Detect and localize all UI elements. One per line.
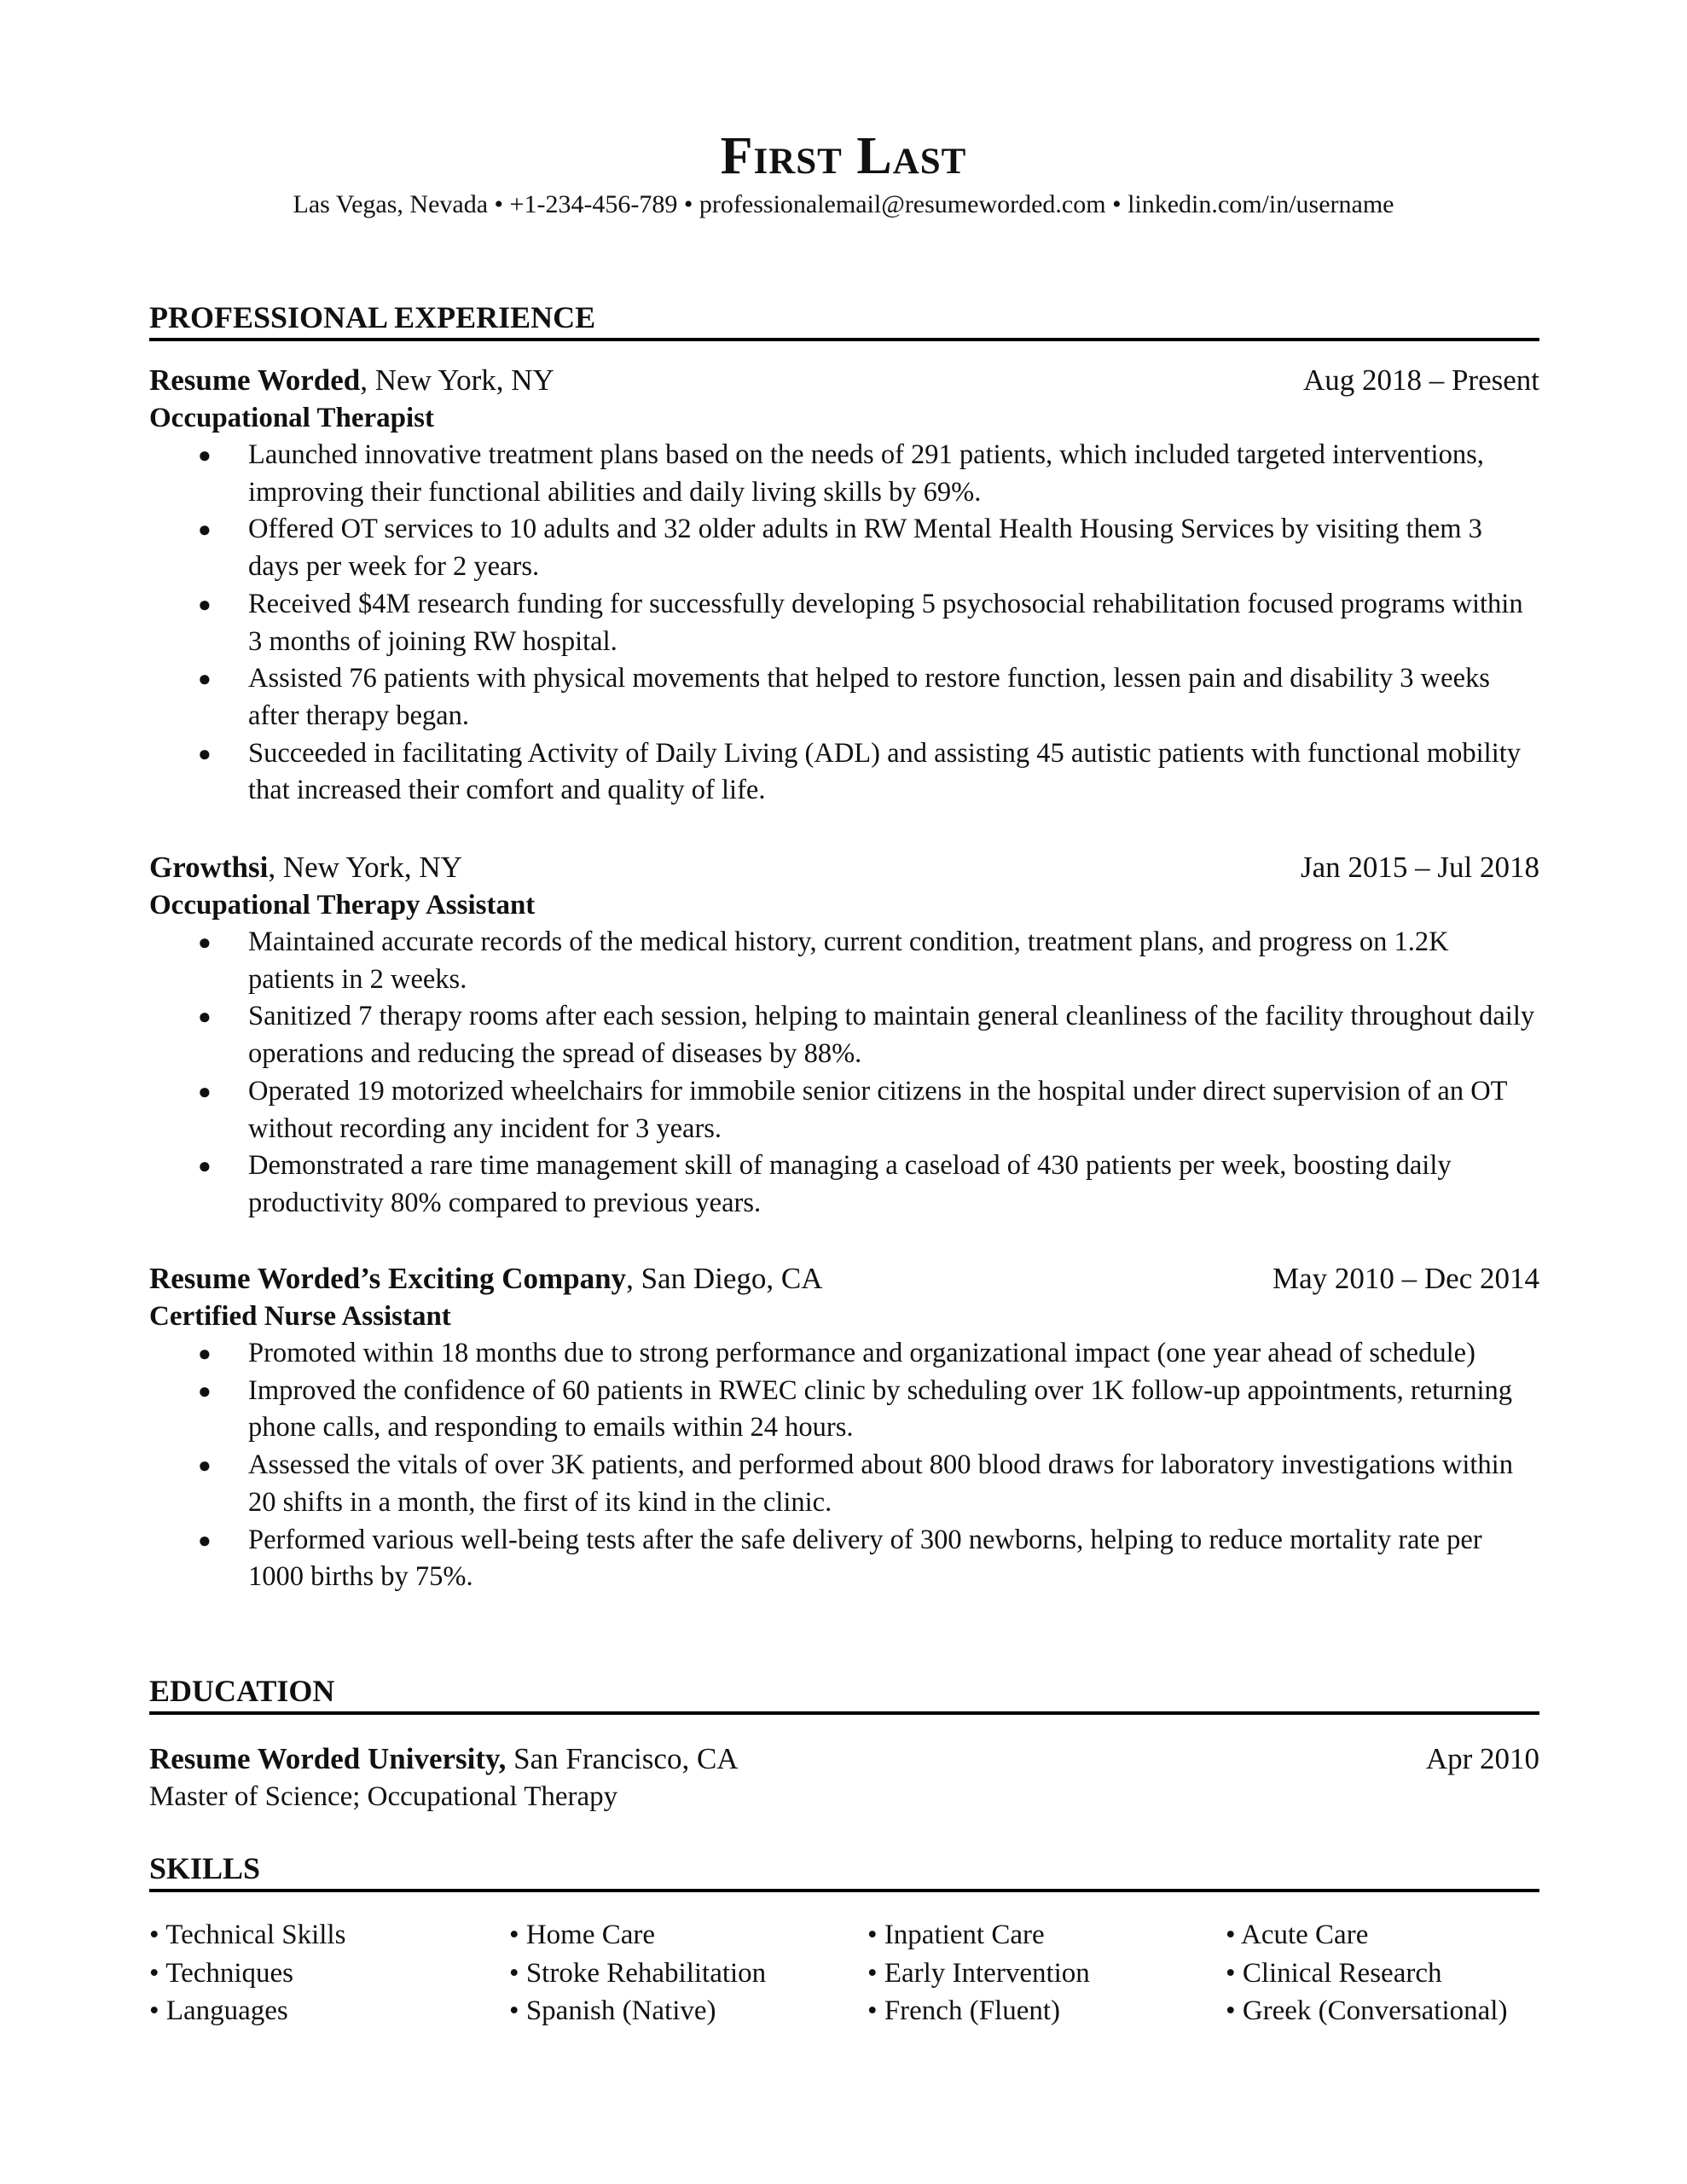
job-header (149, 1260, 1539, 1298)
skill-label: French (Fluent) (884, 1995, 1061, 2026)
job-entry (149, 1260, 1539, 1596)
degree: Master of Science; Occupational Therapy (149, 1781, 618, 1812)
bullet-text: Sanitized 7 therapy rooms after each session, helping to maintain general cleanliness of the facility throughout daily operations and reducing the spread of diseases by 88%. (248, 1001, 1535, 1070)
skill-item (509, 1955, 867, 1993)
company-location: , New York, NY (268, 851, 462, 884)
bullet-icon: ● (198, 1453, 212, 1478)
job-dates: May 2010 – Dec 2014 (1272, 1262, 1539, 1295)
list-item (149, 1335, 1539, 1373)
bullet-icon: • (1226, 1920, 1236, 1950)
bullet-text: Assessed the vitals of over 3K patients, and performed about 800 blood draws for laboratory investigations within 20 shifts in a month, the first of its kind in the clinic. (248, 1449, 1513, 1518)
bullet-text: Performed various well-being tests after the safe delivery of 300 newborns, helping to reduce mortality rate per 1000 births by 75%. (248, 1524, 1482, 1593)
bullet-icon: • (867, 1957, 878, 1989)
job-entry (149, 849, 1539, 1223)
bullet-text: Offered OT services to 10 adults and 32 older adults in RW Mental Health Housing Services by visiting them 3 days per week for 2 years. (248, 514, 1482, 583)
section-heading: EDUCATION (149, 1672, 1539, 1715)
list-item (149, 1447, 1539, 1521)
skill-label: Acute Care (1241, 1920, 1369, 1950)
bullet-text: Assisted 76 patients with physical movements that helped to restore function, lessen pain and disability 3 weeks after therapy began. (248, 663, 1490, 731)
skill-item (149, 1955, 509, 1993)
company-location: , New York, NY (360, 363, 554, 397)
section-heading: PROFESSIONAL EXPERIENCE (149, 299, 1539, 341)
list-item (149, 586, 1539, 660)
bullet-icon: ● (198, 1378, 212, 1403)
skill-item (867, 1955, 1226, 1993)
skills-section (149, 1850, 1539, 2030)
bullet-icon: • (149, 1957, 159, 1989)
skill-item (149, 1992, 509, 2030)
bullet-text: Promoted within 18 months due to strong performance and organizational impact (one year ahead of schedule) (248, 1338, 1475, 1368)
skill-label: Technical Skills (165, 1920, 346, 1950)
bullet-icon: ● (198, 930, 212, 955)
job-bullets (149, 1335, 1539, 1596)
bullet-text: Maintained accurate records of the medical history, current condition, treatment plans, and progress on 1.2K patients in 2 weeks. (248, 926, 1449, 995)
bullet-text: Received $4M research funding for successfully developing 5 psychosocial rehabilitation focused programs within 3 months of joining RW hospital. (248, 588, 1523, 657)
bullet-icon: • (1226, 1957, 1236, 1989)
company-name: Resume Worded’s Exciting Company (149, 1262, 627, 1295)
bullet-icon: • (867, 1995, 878, 2026)
education-row (149, 1740, 1539, 1778)
list-item (149, 660, 1539, 735)
list-item (149, 924, 1539, 998)
bullet-icon: • (149, 1920, 159, 1950)
skill-label: Inpatient Care (884, 1920, 1045, 1950)
bullet-icon: • (1226, 1995, 1236, 2026)
bullet-text: Operated 19 motorized wheelchairs for immobile senior citizens in the hospital under direct supervision of an OT without recording any incident for 3 years. (248, 1075, 1507, 1144)
list-item (149, 1522, 1539, 1596)
company-name: Growthsi (149, 851, 269, 884)
contact-line: Las Vegas, Nevada • +1-234-456-789 • professionalemail@resumeworded.com • linkedin.com/in/username (293, 190, 1394, 218)
skill-label: Stroke Rehabilitation (525, 1957, 767, 1989)
bullet-text: Demonstrated a rare time management skill of managing a caseload of 430 patients per week, boosting daily productivity 80% compared to previous years. (248, 1150, 1452, 1218)
skill-item (149, 1916, 509, 1955)
job-header (149, 362, 1539, 399)
list-item (149, 1073, 1539, 1147)
job-dates: Aug 2018 – Present (1302, 363, 1539, 397)
bullet-icon: ● (198, 1341, 212, 1366)
education-date: Apr 2010 (1425, 1742, 1539, 1775)
skill-label: Clinical Research (1242, 1957, 1442, 1989)
bullet-icon: ● (198, 1153, 212, 1179)
school-location: San Francisco, CA (506, 1742, 739, 1775)
company-name: Resume Worded (149, 363, 361, 397)
job-title: Occupational Therapy Assistant (149, 890, 536, 921)
skill-item (1226, 1955, 1567, 1993)
job-bullets (149, 924, 1539, 1223)
list-item (149, 1147, 1539, 1222)
bullet-icon: ● (198, 443, 212, 468)
skill-label: Early Intervention (884, 1957, 1090, 1989)
section-heading: SKILLS (149, 1850, 1539, 1892)
bullet-icon: • (509, 1957, 519, 1989)
skill-item (1226, 1916, 1567, 1955)
company-location: , San Diego, CA (626, 1262, 823, 1295)
bullet-icon: ● (198, 591, 212, 617)
skill-item (509, 1916, 867, 1955)
school-name: Resume Worded University, (149, 1742, 507, 1775)
bullet-icon: • (867, 1920, 878, 1950)
bullet-icon: ● (198, 517, 212, 543)
skill-item (509, 1992, 867, 2030)
job-title: Certified Nurse Assistant (149, 1301, 451, 1332)
skill-label: Greek (Conversational) (1242, 1995, 1508, 2026)
job-header (149, 849, 1539, 886)
bullet-icon: ● (198, 666, 212, 692)
skill-label: Home Care (525, 1920, 656, 1950)
bullet-icon: ● (198, 741, 212, 766)
bullet-icon: • (149, 1995, 159, 2026)
skill-label: Languages (165, 1995, 288, 2026)
job-bullets (149, 437, 1539, 810)
list-item (149, 998, 1539, 1072)
job-entry (149, 362, 1539, 810)
skill-label: Spanish (Native) (525, 1995, 716, 2026)
skill-item (867, 1916, 1226, 1955)
list-item (149, 1373, 1539, 1447)
education-section (149, 1672, 1539, 1815)
bullet-icon: ● (198, 1004, 212, 1030)
skill-item (1226, 1992, 1567, 2030)
skill-item (867, 1992, 1226, 2030)
bullet-text: Improved the confidence of 60 patients in RWEC clinic by scheduling over 1K follow-up appointments, returning phone calls, and responding to emails within 24 hours. (248, 1374, 1513, 1443)
skills-grid (149, 1916, 1539, 2030)
job-title: Occupational Therapist (149, 403, 435, 433)
list-item (149, 437, 1539, 511)
job-dates: Jan 2015 – Jul 2018 (1301, 851, 1539, 884)
experience-section (149, 299, 1539, 341)
candidate-name: First Last (720, 127, 967, 185)
bullet-text: Launched innovative treatment plans based on the needs of 291 patients, which included targeted interventions, improving their functional abilities and daily living skills by 69%. (248, 439, 1484, 508)
bullet-icon: • (509, 1920, 519, 1950)
bullet-icon: ● (198, 1078, 212, 1104)
list-item (149, 735, 1539, 810)
list-item (149, 511, 1539, 585)
skill-label: Techniques (165, 1957, 294, 1989)
bullet-text: Succeeded in facilitating Activity of Daily Living (ADL) and assisting 45 autistic patients with functional mobility that increased their comfort and quality of life. (248, 737, 1522, 806)
bullet-icon: ● (198, 1527, 212, 1553)
bullet-icon: • (509, 1995, 519, 2026)
